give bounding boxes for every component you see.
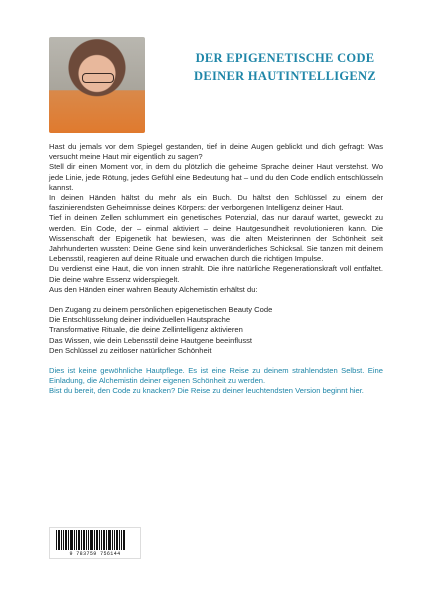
list-item-1: Den Zugang zu deinem persönlichen epigenetischen Beauty Code (49, 305, 273, 315)
back-cover-text (49, 142, 383, 397)
list-item-3: Transformative Rituale, die deine Zellintelligenz aktivieren (49, 325, 243, 335)
title-line-1: DER EPIGENETISCHE CODE (195, 51, 375, 65)
list-item-2: Die Entschlüsselung deiner individuellen Hautsprache (49, 315, 231, 325)
list-item-4: Das Wissen, wie dein Lebensstil deine Hautgene beeinflusst (49, 335, 253, 345)
closing-paragraph-1: Dies ist keine gewöhnliche Hautpflege. Es ist eine Reise zu deinem strahlendsten Selbst. Eine Einladung, die Alchemistin deiner eigenen Schönheit zu werden. (49, 366, 383, 386)
book-title (170, 49, 400, 85)
author-photo (49, 37, 145, 133)
isbn-barcode (49, 527, 141, 559)
paragraph-5: Du verdienst eine Haut, die von innen strahlt. Die ihre natürliche Regenerationskraft voll entfaltet. Die deine wahre Essenz widerspiegelt. (49, 264, 383, 284)
paragraph-3: In deinen Händen hältst du mehr als ein Buch. Du hältst den Schlüssel zu einem der faszinierendsten Geheimnisse deines Körpers: der verborgenen Intelligenz deiner Haut. (49, 193, 383, 213)
paragraph-4: Tief in deinen Zellen schlummert ein genetisches Potenzial, das nur darauf wartet, geweckt zu werden. Ein Code, der – einmal aktiviert – deine Hautgesundheit revolutionieren kann. Die Wissenschaft der Epigenetik hat bewiesen, was die alten Meisterinnen der Schönheit seit Jahrhunderten wussten: Deine Gene sind kein unveränderliches Schicksal. Sie tanzen mit deinem Lebensstil, reagieren auf deine Rituale und erwachen durch die richtigen Impulse. (49, 213, 383, 264)
title-line-2: DEINER HAUTINTELLIGENZ (194, 69, 376, 83)
paragraph-6: Aus den Händen einer wahren Beauty Alchemistin erhältst du: (49, 284, 258, 294)
glasses-shape (82, 73, 114, 83)
paragraph-1: Hast du jemals vor dem Spiegel gestanden, tief in deine Augen geblickt und dich gefragt: Was versucht meine Haut mir eigentlich zu sagen? (49, 142, 383, 162)
paragraph-2: Stell dir einen Moment vor, in dem du plötzlich die geheime Sprache deiner Haut verstehst. Wo jede Linie, jede Rötung, jedes Gefühl eine Bedeutung hat – und du den Code endlich entschlüsseln kannst. (49, 162, 383, 192)
closing-paragraph-2: Bist du bereit, den Code zu knacken? Die Reise zu deiner leuchtendsten Version beginnt hier. (49, 386, 364, 396)
isbn-number: 9 783759 756144 (69, 551, 121, 557)
barcode-bars (56, 530, 125, 550)
list-item-5: Den Schlüssel zu zeitloser natürlicher Schönheit (49, 345, 212, 355)
